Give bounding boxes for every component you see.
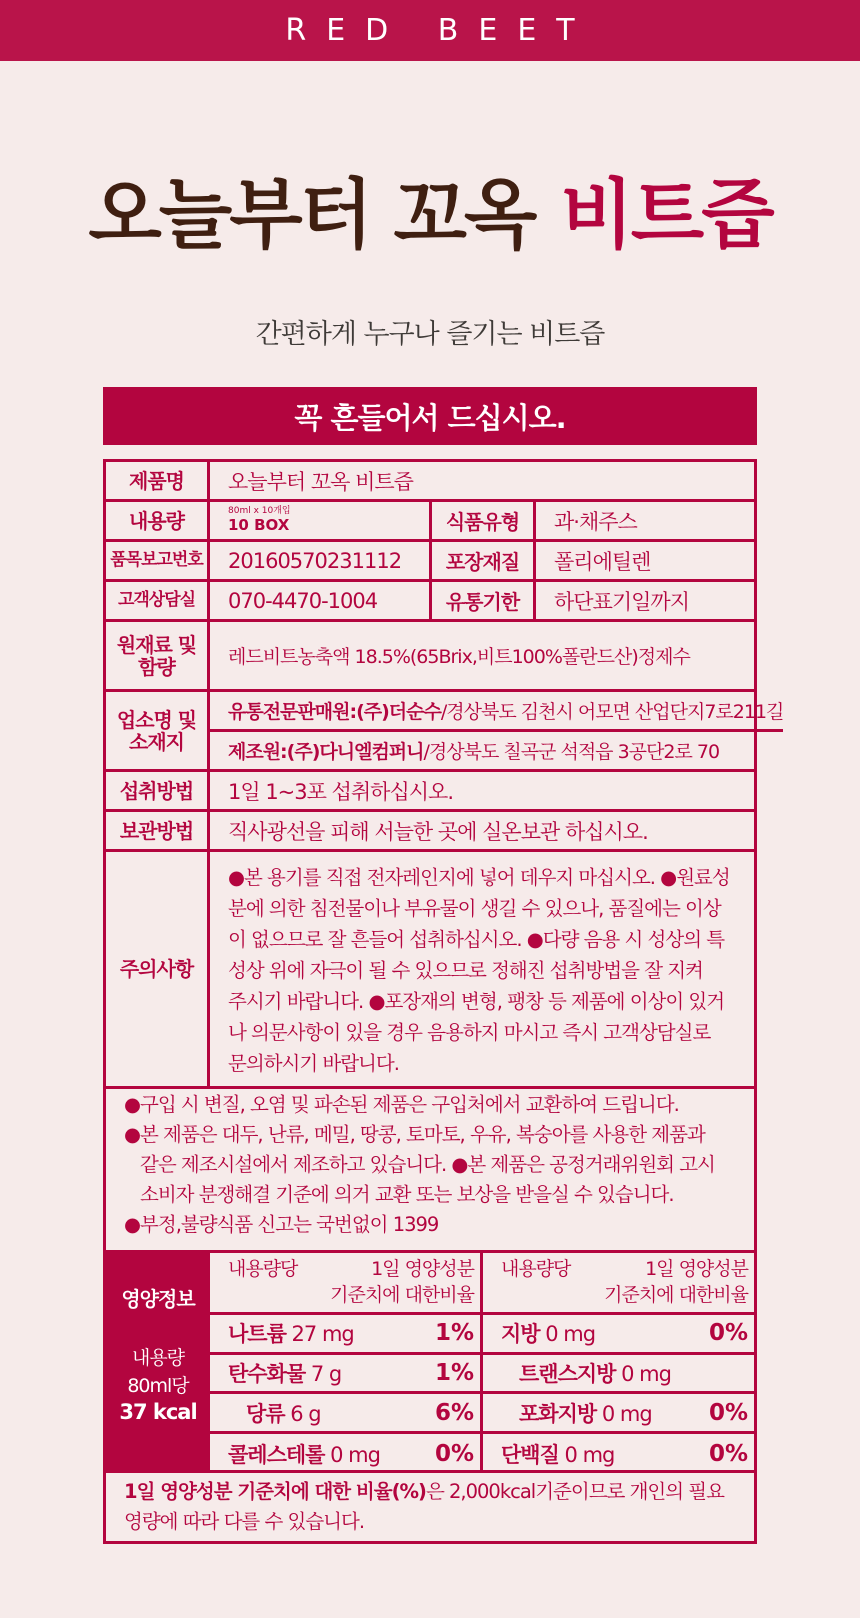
nutrition-row [210, 1355, 754, 1395]
daily-value-note [103, 1470, 757, 1544]
company-stack [210, 692, 783, 769]
volume-small: 80ml x 10개입 [228, 506, 291, 516]
nutrient-amount: 0 mg [330, 1442, 380, 1467]
row-intake [106, 772, 754, 812]
nutrient-sodium [210, 1315, 483, 1352]
serving-line2: 80ml당 [127, 1375, 189, 1397]
nutrient-amount: 7 g [310, 1361, 342, 1386]
nutrient-amount: 0 mg [601, 1401, 652, 1426]
caution-line: ●본 용기를 직접 전자레인지에 넣어 데우지 마십시오. ●원료성 [228, 866, 730, 889]
nutrient-amount: 0 mg [564, 1442, 615, 1467]
nutrition-side [106, 1253, 210, 1473]
nutrition-header-row [210, 1253, 754, 1315]
report-no-value: 20160570231112 [210, 542, 432, 579]
cs-label: 고객상담실 [106, 582, 210, 619]
row-report-no [106, 542, 754, 582]
nutrient-sugar [210, 1394, 483, 1431]
nutrient-sat-fat [483, 1394, 754, 1431]
caution-line: 분에 의한 침전물이나 부유물이 생길 수 있으나, 품질에는 이상 [228, 897, 721, 920]
notice-line: ●구입 시 변질, 오염 및 파손된 제품은 구입처에서 교환하여 드립니다. [124, 1093, 679, 1116]
row-cs [106, 582, 754, 622]
nutrition-row [210, 1315, 754, 1355]
packaging-value: 폴리에틸렌 [554, 549, 651, 574]
row-product-name [106, 462, 754, 502]
caution-line: 주시기 바랍니다. ●포장재의 변형, 팽창 등 제품에 이상이 있거 [228, 990, 725, 1013]
title-part2: 비트즙 [560, 170, 772, 259]
nutrient-amount: 0 mg [621, 1361, 671, 1386]
shake-banner: 꼭 흔들어서 드십시오. [103, 387, 757, 445]
caution-line: 이 없으므로 잘 흔들어 섭취하십시오. ●다량 음용 시 성상의 특 [228, 928, 725, 951]
nutrient-percent: 6% [434, 1399, 474, 1426]
nutrition-row [210, 1394, 754, 1434]
nutrition-table [103, 1250, 757, 1473]
nutrient-name: 콜레스테롤 [228, 1442, 325, 1467]
header-daily: 1일 영양성분 [645, 1258, 748, 1281]
maker [210, 732, 783, 769]
header-daily: 1일 영양성분 [371, 1258, 474, 1281]
maker-name: 제조원:(주)다니엘컴퍼니 [228, 741, 424, 763]
intake-label: 섭취방법 [106, 772, 210, 809]
nutrient-name: 트랜스지방 [519, 1361, 616, 1386]
nutrient-cholesterol [210, 1434, 483, 1473]
volume-value [210, 502, 432, 539]
caution-line: 성상 위에 자극이 될 수 있으므로 정해진 섭취방법을 잘 지켜 [228, 959, 703, 982]
header-per-serving: 내용량당 [228, 1258, 298, 1281]
nutrient-amount: 27 mg [291, 1322, 354, 1347]
notice-section [103, 1082, 757, 1252]
note-bold: 1일 영양성분 기준치에 대한 비율(%) [124, 1480, 426, 1503]
storage-value: 직사광선을 피해 서늘한 곳에 실온보관 하십시오. [228, 819, 648, 844]
page-subtitle: 간편하게 누구나 즐기는 비트즙 [255, 319, 605, 350]
nutrient-amount: 0 mg [545, 1322, 596, 1347]
product-info-table [103, 459, 784, 1089]
volume-label: 내용량 [106, 502, 210, 539]
note-line2: 영량에 따라 다를 수 있습니다. [124, 1510, 365, 1533]
storage-label: 보관방법 [106, 812, 210, 849]
nutrient-percent: 0% [434, 1440, 474, 1467]
nutrition-grid [210, 1253, 754, 1473]
brand-header: RED BEET [0, 0, 860, 61]
row-storage [106, 812, 754, 852]
ingredients-label: 원재료 및 함량 [106, 622, 210, 689]
company-label: 업소명 및 소재지 [106, 692, 210, 769]
header-per-serving: 내용량당 [501, 1258, 571, 1281]
nutrient-percent: 0% [708, 1320, 748, 1347]
report-no-label: 품목보고번호 [106, 542, 210, 579]
row-ingredients [106, 622, 754, 692]
maker-addr: /경상북도 칠곡군 석적읍 3공단2로 70 [423, 741, 720, 763]
distributor [210, 692, 783, 732]
nutrition-row [210, 1434, 754, 1473]
row-company [106, 692, 784, 772]
nutrition-header-left [210, 1253, 483, 1312]
notice-line: 소비자 분쟁해결 기준에 의거 교환 또는 보상을 받을실 수 있습니다. [140, 1183, 674, 1206]
kcal-value: 37 kcal [119, 1400, 197, 1424]
nutrient-name: 나트륨 [228, 1322, 286, 1347]
title-part1: 오늘부터 꼬옥 [88, 170, 535, 259]
nutrition-header-right [483, 1253, 754, 1312]
nutrient-amount: 6 g [290, 1401, 321, 1426]
nutrition-title: 영양정보 [121, 1287, 195, 1311]
notice-line: ●부정,불량식품 신고는 국번없이 1399 [124, 1213, 439, 1236]
note-rest: 은 2,000kcal기준이므로 개인의 필요 [425, 1480, 724, 1503]
serving-line1: 내용량 [131, 1347, 185, 1369]
nutrient-name: 탄수화물 [228, 1361, 306, 1386]
row-volume [106, 502, 754, 542]
packaging-label: 포장재질 [432, 542, 536, 579]
expiry-value: 하단표기일까지 [554, 589, 690, 614]
food-type-value: 과·채주스 [554, 509, 637, 534]
caution-line: 나 의문사항이 있을 경우 음용하지 마시고 즉시 고객상담실로 [228, 1021, 711, 1044]
caution-label: 주의사항 [106, 852, 210, 1086]
nutrient-name: 단백질 [501, 1442, 559, 1467]
nutrient-percent: 0% [708, 1440, 748, 1467]
caution-text [210, 852, 754, 1086]
page-title [0, 160, 860, 270]
notice-line: 같은 제조시설에서 제조하고 있습니다. ●본 제품은 공정거래위원회 고시 [140, 1153, 715, 1176]
ingredients-value: 레드비트농축액 18.5%(65Brix,비트100%폴란드산)정제수 [228, 646, 690, 668]
nutrient-percent: 1% [434, 1320, 474, 1347]
header-ratio: 기준치에 대한비율 [604, 1284, 748, 1307]
nutrient-name: 포화지방 [519, 1401, 597, 1426]
nutrient-name: 지방 [501, 1322, 540, 1347]
nutrient-fat [483, 1315, 754, 1352]
expiry-label: 유통기한 [432, 582, 536, 619]
header-ratio: 기준치에 대한비율 [330, 1284, 474, 1307]
nutrient-carb [210, 1355, 483, 1392]
nutrient-percent: 0% [708, 1399, 748, 1426]
distributor-name: 유통전문판매원:(주)더순수 [228, 701, 441, 723]
caution-line: 문의하시기 바랍니다. [228, 1052, 399, 1075]
intake-value: 1일 1~3포 섭취하십시오. [228, 779, 453, 804]
cs-phone: 070-4470-1004 [210, 582, 432, 619]
nutrient-percent: 1% [434, 1359, 474, 1386]
product-name-value: 오늘부터 꼬옥 비트즙 [228, 469, 413, 494]
nutrient-protein [483, 1434, 754, 1473]
product-name-label: 제품명 [106, 462, 210, 499]
volume-big: 10 BOX [228, 516, 290, 534]
nutrient-trans-fat [483, 1355, 754, 1392]
row-caution [106, 852, 754, 1086]
distributor-addr: /경상북도 김천시 어모면 산업단지7로211길 [440, 701, 784, 723]
food-type-label: 식품유형 [432, 502, 536, 539]
notice-line: ●본 제품은 대두, 난류, 메밀, 땅콩, 토마토, 우유, 복숭아를 사용한 제품과 [124, 1123, 705, 1146]
nutrient-name: 당류 [246, 1401, 285, 1426]
